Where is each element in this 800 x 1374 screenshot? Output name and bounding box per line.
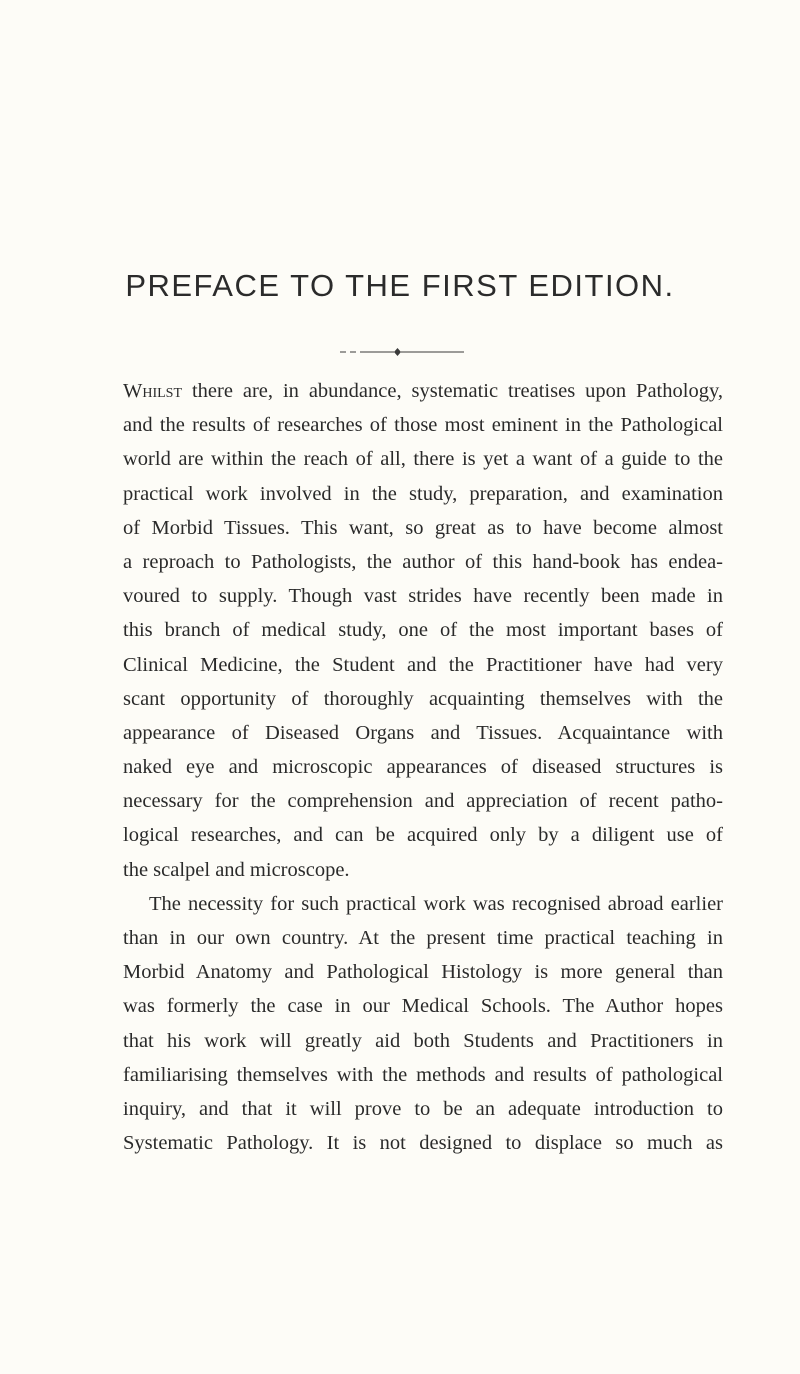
text-line: Morbid Anatomy and Pathological Histology is more general than — [123, 961, 723, 984]
text-line: voured to supply. Though vast strides have recently been made in — [123, 585, 723, 608]
text-line: Systematic Pathology. It is not designed to displace so much as — [123, 1132, 723, 1155]
text-line: a reproach to Pathologists, the author of this hand-book has endea- — [123, 550, 723, 573]
preface-body — [123, 374, 723, 1160]
text-line: logical researches, and can be acquired only by a diligent use of — [123, 824, 723, 847]
text-line: that his work will greatly aid both Students and Practitioners in — [123, 1029, 723, 1052]
text-line: familiarising themselves with the methods and results of pathological — [123, 1063, 723, 1086]
diamond-rule-ornament — [340, 345, 464, 359]
text-line: appearance of Diseased Organs and Tissues. Acquaintance with — [123, 721, 723, 744]
text-line: Whilst there are, in abundance, systematic treatises upon Pathology, — [123, 380, 723, 402]
page-title: PREFACE TO THE FIRST EDITION. — [125, 268, 675, 303]
text-line: inquiry, and that it will prove to be an adequate introduction to — [123, 1097, 723, 1120]
text-line: necessary for the comprehension and appreciation of recent patho- — [123, 790, 723, 813]
text-line: practical work involved in the study, preparation, and examination — [123, 482, 723, 505]
paragraph-2 — [123, 887, 723, 1161]
text-line: scant opportunity of thoroughly acquainting themselves with the — [123, 687, 723, 710]
text-line: than in our own country. At the present time practical teaching in — [123, 927, 723, 949]
text-line: and the results of researches of those most eminent in the Pathological — [123, 414, 723, 437]
text-line: The necessity for such practical work was recognised abroad earlier — [149, 892, 723, 915]
text-line: world are within the reach of all, there is yet a want of a guide to the — [123, 448, 723, 471]
text-line: the scalpel and microscope. — [123, 858, 350, 881]
text-line: Clinical Medicine, the Student and the Practitioner have had very — [123, 653, 723, 676]
drop-word: Whilst — [123, 380, 183, 402]
text-line: was formerly the case in our Medical Schools. The Author hopes — [123, 995, 723, 1018]
text-line: this branch of medical study, one of the most important bases of — [123, 619, 723, 642]
text-line: naked eye and microscopic appearances of diseased structures is — [123, 756, 723, 779]
paragraph-1 — [123, 374, 723, 887]
text-line: of Morbid Tissues. This want, so great as to have become almost — [123, 516, 723, 539]
